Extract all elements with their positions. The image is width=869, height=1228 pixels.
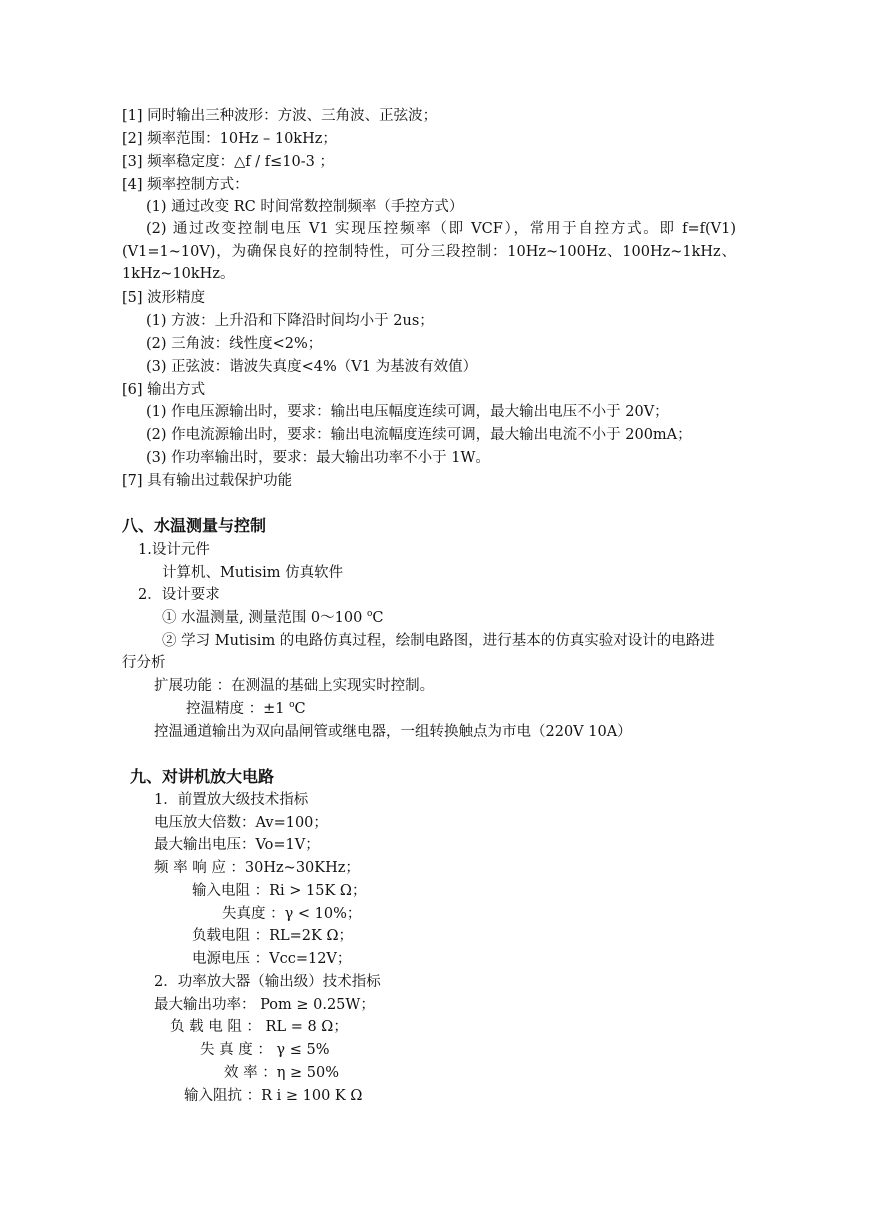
spec-item-3: [3] 频率稳定度：△f / f≤10-3 ； bbox=[122, 154, 334, 170]
section-9-heading: 九、对讲机放大电路 bbox=[130, 767, 275, 786]
section-9-line-8: 电源电压 ：Vcc=12V； bbox=[192, 951, 352, 967]
spec-item-1: [1] 同时输出三种波形：方波、三角波、正弦波； bbox=[122, 108, 438, 124]
spec-item-4-sub-1: (1) 通过改变 RC 时间常数控制频率（手控方式） bbox=[146, 199, 464, 215]
section-9-line-7: 负载电阻 ：RL=2K Ω； bbox=[192, 928, 353, 944]
section-8-line-2: 计算机、Mutisim 仿真软件 bbox=[162, 565, 344, 581]
spec-item-2: [2] 频率范围：10Hz – 10kHz； bbox=[122, 131, 337, 147]
section-9-line-13: 效 率 ：η ≥ 50% bbox=[224, 1065, 340, 1081]
section-9-line-10: 最大输出功率： Pom ≥ 0.25W； bbox=[154, 997, 375, 1013]
section-8-line-3: 2．设计要求 bbox=[138, 587, 220, 603]
section-8-line-6: 行分析 bbox=[122, 655, 166, 671]
section-9-line-12: 失 真 度 ： γ ≤ 5% bbox=[200, 1042, 330, 1058]
section-8-line-8: 控温精度 ：±1 $^o$C bbox=[186, 700, 306, 717]
spec-item-6-sub-2: (2) 作电流源输出时，要求：输出电流幅度连续可调，最大输出电流不小于 200mA； bbox=[146, 427, 692, 443]
spec-item-7: [7] 具有输出过载保护功能 bbox=[122, 473, 293, 489]
section-9-line-1: 1．前置放大级技术指标 bbox=[154, 792, 309, 808]
spec-item-5-sub-1: (1) 方波：上升沿和下降沿时间均小于 2us； bbox=[146, 313, 434, 329]
section-9-line-3: 最大输出电压：Vo=1V； bbox=[154, 837, 320, 853]
spec-item-6-sub-3: (3) 作功率输出时，要求：最大输出功率不小于 1W。 bbox=[146, 450, 490, 466]
spec-item-4-sub-2: (2) 通过改变控制电压 V1 实现压控频率（即 VCF），常用于自控方式。即 f=f(V1)(V1=1~10V)，为确保良好的控制特性，可分三段控制：10Hz~100Hz、100Hz~1kHz、1kHz~10kHz。 bbox=[122, 221, 736, 283]
spec-item-6-sub-1: (1) 作电压源输出时，要求：输出电压幅度连续可调，最大输出电压不小于 20V； bbox=[146, 404, 669, 420]
section-8-line-5: ② 学习 Mutisim 的电路仿真过程，绘制电路图，进行基本的仿真实验对设计的电路进 bbox=[162, 633, 715, 649]
section-8-line-1: 1.设计元件 bbox=[138, 542, 210, 558]
spec-item-6: [6] 输出方式 bbox=[122, 382, 206, 398]
section-9-line-4: 频 率 响 应 ：30Hz~30KHz； bbox=[154, 860, 360, 876]
section-9-line-11: 负 载 电 阻 ： RL = 8 Ω； bbox=[170, 1019, 348, 1035]
spec-item-4: [4] 频率控制方式： bbox=[122, 177, 249, 193]
spec-item-5-sub-3: (3) 正弦波：谐波失真度<4%（V1 为基波有效值） bbox=[146, 359, 478, 375]
section-9-line-5: 输入电阻 ：Ri > 15K Ω； bbox=[192, 883, 367, 899]
section-9-line-14: 输入阻抗 ：R i ≥ 100 K Ω bbox=[184, 1088, 363, 1104]
section-8-line-7: 扩展功能 ：在测温的基础上实现实时控制。 bbox=[154, 678, 435, 694]
section-9-line-9: 2．功率放大器（输出级）技术指标 bbox=[154, 974, 381, 990]
section-9-line-2: 电压放大倍数：Av=100； bbox=[154, 815, 328, 831]
section-8-heading: 八、水温测量与控制 bbox=[122, 516, 267, 535]
section-9-line-6: 失真度 ：γ < 10%； bbox=[222, 906, 362, 922]
spec-item-5-sub-2: (2) 三角波：线性度<2%； bbox=[146, 336, 323, 352]
section-8-line-4: ① 水温测量, 测量范围 0～100 $^o$C bbox=[162, 609, 384, 626]
spec-item-5: [5] 波形精度 bbox=[122, 290, 206, 306]
section-8-line-9: 控温通道输出为双向晶闸管或继电器，一组转换触点为市电（220V 10A） bbox=[154, 724, 632, 740]
